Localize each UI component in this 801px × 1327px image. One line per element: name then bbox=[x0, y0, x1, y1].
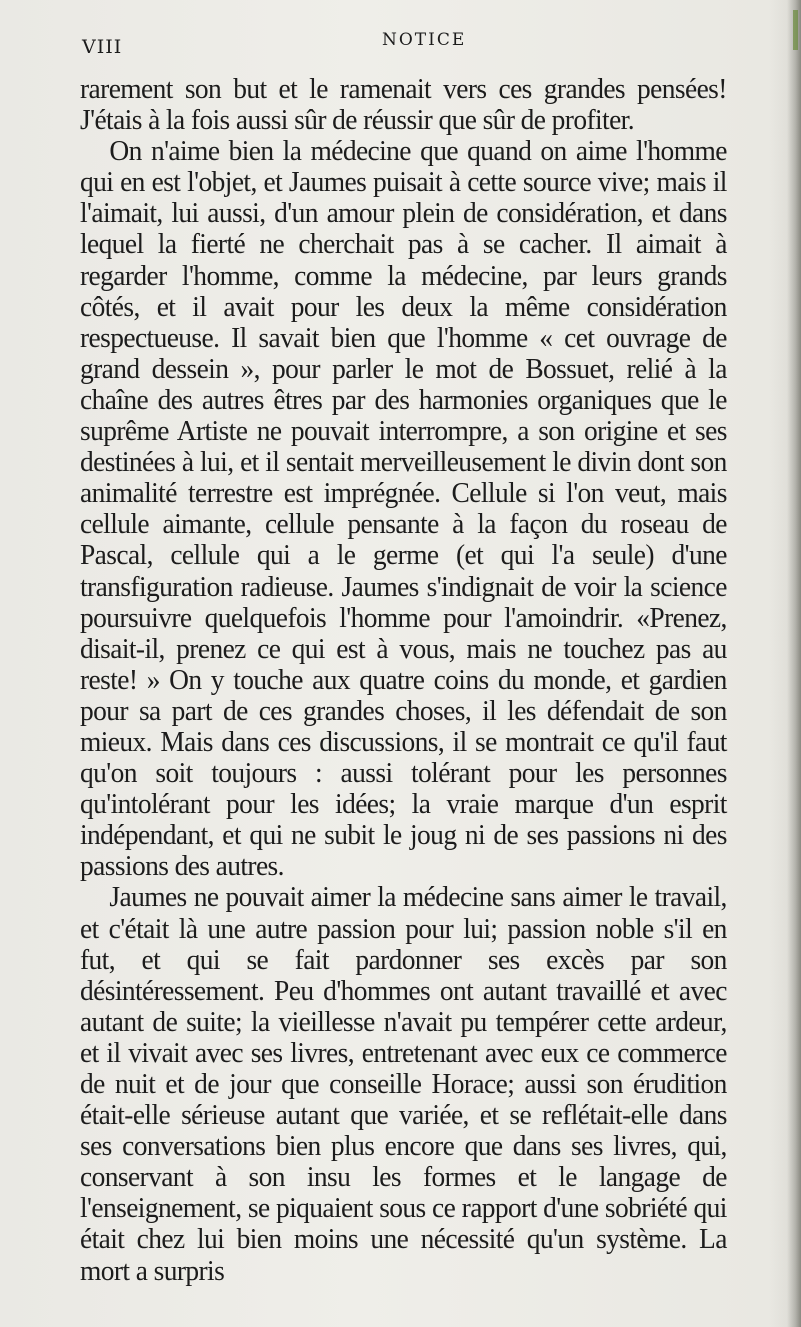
paragraph: Jaumes ne pouvait aimer la médecine sans aimer le travail, et c'était là une autre passion pour lui; passion noble s'il en fut, et qui se fait pardonner ses excès par son désintéressement. Peu d'hommes ont autant travaillé et avec autant de suite; la vieillesse n'avait pu tempérer cette ardeur, et il vivait avec ses livres, entretenant avec eux ce commerce de nuit et de jour que conseille Horace; aussi son érudition était-elle sérieuse autant que variée, et se reflétait-elle dans ses conversations bien plus encore que dans ses livres, qui, conservant à son insu les formes et le langage de l'enseignement, se piquaient sous ce rapport d'une sobriété qui était chez lui bien moins une nécessité qu'un système. La mort a surpris bbox=[80, 882, 727, 1287]
page-header bbox=[82, 28, 742, 58]
paragraph-continued: rarement son but et le ramenait vers ces grandes pensées! J'étais à la fois aussi sûr de réussir que sûr de profiter. bbox=[80, 74, 727, 137]
running-head: NOTICE bbox=[382, 30, 467, 50]
page-edge-shadow bbox=[787, 0, 801, 1327]
page-edge-mark bbox=[793, 10, 798, 50]
paragraph: On n'aime bien la médecine que quand on aime l'homme qui en est l'objet, et Jaumes puisait à cette source vive; mais il l'aimait, lui aussi, d'un amour plein de considération, et dans lequel la fierté ne cherchait pas à se cacher. Il aimait à regarder l'homme, comme la médecine, par leurs grands côtés, et il avait pour les deux la même considération respectueuse. Il savait bien que l'homme « cet ouvrage de grand dessein », pour parler le mot de Bossuet, relié à la chaîne des autres êtres par des harmonies organiques que le suprême Artiste ne pouvait interrompre, a son origine et ses destinées à lui, et il sentait merveilleusement le divin dont son animalité terrestre est imprégnée. Cellule si l'on veut, mais cellule aimante, cellule pensante à la façon du roseau de Pascal, cellule qui a le germe (et qui l'a seule) d'une transfiguration radieuse. Jaumes s'indignait de voir la science poursuivre quelquefois l'homme pour l'amoindrir. «Prenez, disait-il, prenez ce qui est à vous, mais ne touchez pas au reste! » On y touche aux quatre coins du monde, et gardien pour sa part de ces grandes choses, il les défendait de son mieux. Mais dans ces discussions, il se montrait ce qu'il faut qu'on soit toujours : aussi tolérant pour les personnes qu'intolérant pour les idées; la vraie marque d'un esprit indépendant, et qui ne subit le joug ni de ses passions ni des passions des autres. bbox=[80, 136, 727, 883]
body-text bbox=[80, 74, 727, 1287]
page-number: VIII bbox=[82, 36, 123, 58]
